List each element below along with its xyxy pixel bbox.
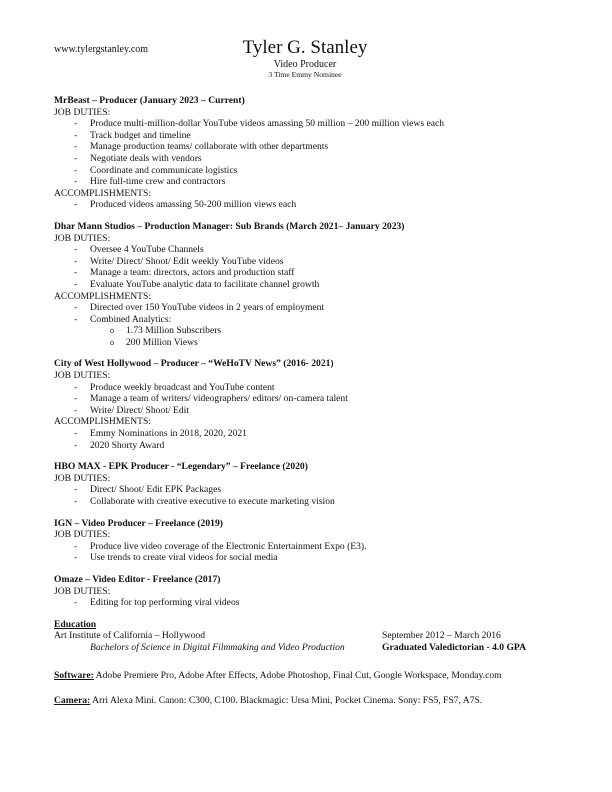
analytics-item: o 200 Million Views	[54, 337, 559, 349]
duty-item: - Produce live video coverage of the Electronic Entertainment Expo (E3).	[54, 541, 559, 553]
school-name: Art Institute of California – Hollywood	[54, 630, 206, 642]
accomplishments-label: ACCOMPLISHMENTS:	[54, 187, 152, 199]
accomplishments-label: ACCOMPLISHMENTS:	[54, 416, 152, 428]
job-entry-ign	[54, 518, 559, 564]
education-heading: Education	[54, 618, 97, 630]
duties-label: JOB DUTIES:	[54, 585, 111, 597]
education-row-degree	[54, 642, 559, 654]
duties-label: JOB DUTIES:	[54, 232, 111, 244]
applicant-subtitle: 3 Time Emmy Nominee	[268, 70, 342, 79]
duty-item: - Use trends to create viral videos for social media	[54, 552, 559, 564]
accomplishment-item: - Produced videos amassing 50-200 million views each	[54, 199, 559, 211]
education-honor: Graduated Valedictorian - 4.0 GPA	[382, 641, 526, 653]
job-title: Dhar Mann Studios – Production Manager: Sub Brands (March 2021– January 2023)	[54, 220, 405, 232]
job-entry-hbo-max	[54, 461, 559, 507]
job-entry-mrbeast	[54, 95, 559, 211]
camera-value: Arri Alexa Mini. Canon: C300, C100. Blackmagic: Ursa Mini, Pocket Cinema. Sony: FS5, FS7, A7S.	[90, 695, 483, 707]
job-title: Omaze – Video Editor - Freelance (2017)	[54, 573, 221, 585]
duty-item: - Manage production teams/ collaborate with other departments	[54, 141, 559, 153]
resume-body	[54, 95, 559, 707]
applicant-role: Video Producer	[273, 59, 337, 70]
duty-item: - Collaborate with creative executive to execute marketing vision	[54, 496, 559, 508]
duty-item: - Direct/ Shoot/ Edit EPK Packages	[54, 484, 559, 496]
duties-label: JOB DUTIES:	[54, 472, 111, 484]
applicant-name: Tyler G. Stanley	[242, 37, 368, 58]
analytics-item: o 1.73 Million Subscribers	[54, 325, 559, 337]
duty-item: - Produce weekly broadcast and YouTube content	[54, 382, 559, 394]
duties-list	[54, 244, 559, 290]
accomplishments-list	[54, 302, 559, 325]
job-title: HBO MAX - EPK Producer - “Legendary” – Freelance (2020)	[54, 461, 308, 473]
education-row-school	[54, 630, 559, 642]
software-label: Software:	[54, 669, 94, 681]
duty-item: - Track budget and timeline	[54, 130, 559, 142]
job-entry-west-hollywood	[54, 358, 559, 451]
website-link[interactable]: www.tylergstanley.com	[54, 44, 149, 55]
duty-item: - Hire full-time crew and contractors	[54, 176, 559, 188]
duty-item: - Evaluate YouTube analytic data to facilitate channel growth	[54, 279, 559, 291]
duties-label: JOB DUTIES:	[54, 370, 111, 382]
job-entry-omaze	[54, 574, 559, 609]
job-title: IGN – Video Producer – Freelance (2019)	[54, 517, 223, 529]
duties-list	[54, 484, 559, 507]
duty-item: - Editing for top performing viral videos	[54, 597, 559, 609]
duties-label: JOB DUTIES:	[54, 529, 111, 541]
duty-item: - Write/ Direct/ Shoot/ Edit weekly YouTube videos	[54, 256, 559, 268]
accomplishment-item: - 2020 Shorty Award	[54, 440, 559, 452]
duties-list	[54, 541, 559, 564]
duties-label: JOB DUTIES:	[54, 106, 111, 118]
camera-label: Camera:	[54, 695, 91, 707]
analytics-list	[54, 325, 559, 348]
education-dates: September 2012 – March 2016	[382, 630, 501, 642]
degree-name: Bachelors of Science in Digital Filmmaking and Video Production	[90, 641, 345, 653]
duty-item: - Coordinate and communicate logistics	[54, 165, 559, 177]
duties-list	[54, 597, 559, 609]
duties-list	[54, 382, 559, 417]
duty-item: - Negotiate deals with vendors	[54, 153, 559, 165]
camera-section	[54, 695, 559, 707]
duty-item: - Manage a team: directors, actors and production staff	[54, 267, 559, 279]
accomplishment-item: - Emmy Nominations in 2018, 2020, 2021	[54, 428, 559, 440]
duty-item: - Oversee 4 YouTube Channels	[54, 244, 559, 256]
job-title: MrBeast – Producer (January 2023 – Current)	[54, 95, 245, 106]
accomplishments-list	[54, 428, 559, 451]
job-title: City of West Hollywood – Producer – “WeHoTV News” (2016- 2021)	[54, 358, 334, 370]
duty-item: - Produce multi-million-dollar YouTube videos amassing 50 million – 200 million views each	[54, 118, 559, 130]
software-section	[54, 670, 559, 682]
education-section	[54, 619, 559, 654]
accomplishments-list	[54, 199, 559, 211]
software-value: Adobe Premiere Pro, Adobe After Effects, Adobe Photoshop, Final Cut, Google Workspace, Monday.com	[93, 669, 502, 681]
duties-list	[54, 118, 559, 188]
accomplishment-item: - Directed over 150 YouTube videos in 2 years of employment	[54, 302, 559, 314]
accomplishments-label: ACCOMPLISHMENTS:	[54, 290, 152, 302]
resume-header	[192, 37, 418, 79]
accomplishment-item: - Combined Analytics:	[54, 314, 559, 326]
duty-item: - Manage a team of writers/ videographers/ editors/ on-camera talent	[54, 393, 559, 405]
duty-item: - Write/ Direct/ Shoot/ Edit	[54, 405, 559, 417]
job-entry-dhar-mann	[54, 221, 559, 349]
